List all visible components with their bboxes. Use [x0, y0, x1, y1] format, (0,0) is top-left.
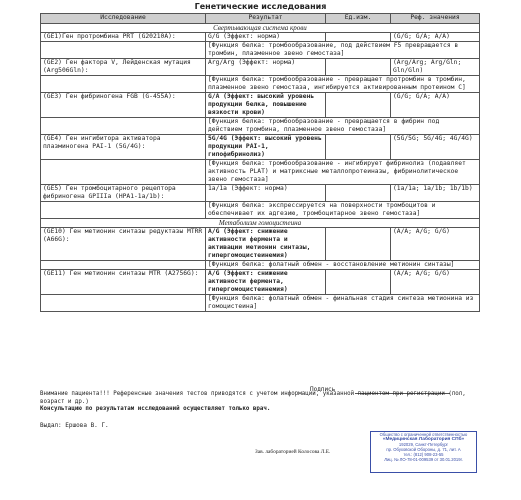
table-row [41, 228, 480, 261]
function-row [41, 76, 480, 93]
signature-label: Подпись [310, 386, 336, 393]
protein-function: [Функция белка: тромбообразование - превращается в фибрин под действием тромбина, плазменное звено гемостаза] [206, 118, 480, 135]
protein-function: [Функция белка: фолатный обмен - финальная стадия синтеза метионина из гомоцистеина] [206, 295, 480, 312]
function-row [41, 118, 480, 135]
test-ref: (G/G; G/A; A/A) [391, 93, 480, 118]
table-header [41, 14, 480, 24]
test-name: (GE3) Ген фибриногена FGB (G-455A): [41, 93, 206, 118]
protein-function: [Функция белка: тромбообразование - ингибирует фибринолиз (подавляет активность PLAT) и матриксные металлопротеиназы, фибринолитическое звено гемостаза] [206, 160, 480, 185]
protein-function: [Функция белка: экспрессируется на поверхности тромбоцитов и обеспечивает их адгезию, тромбоцитарное звено гемостаза] [206, 202, 480, 219]
protein-function: [Функция белка: тромбообразование - превращает протромбин в тромбин, плазменное звено гемостаза, ингибируется активированным протеином C] [206, 76, 480, 93]
stamp-line: тел.: (812) 908-23-55 [403, 452, 444, 457]
table-row [41, 185, 480, 202]
test-name: (GE11) Ген метионин синтазы MTR (A2756G): [41, 270, 206, 295]
results-table [40, 13, 480, 312]
test-unit [326, 270, 391, 295]
test-name: (GE10) Ген метионин синтазы редуктазы MTRR (A66G): [41, 228, 206, 261]
test-ref: (5G/5G; 5G/4G; 4G/4G) [391, 135, 480, 160]
section-row [41, 219, 480, 228]
stamp-line: пр. Обуховской Обороны, д. 71, лит. А [386, 447, 461, 452]
test-ref: (A/A; A/G; G/G) [391, 270, 480, 295]
issued-by: Выдал: Ершова В. Г. [40, 422, 109, 429]
test-unit [326, 93, 391, 118]
test-result: A/G (Эффект: снижение активности фермента, гипергомоцистеинемия) [206, 270, 326, 295]
col-ref: Реф. значения [391, 14, 480, 24]
test-unit [326, 135, 391, 160]
col-test: Исследование [41, 14, 206, 24]
section-title: Метаболизм гомоцистеина [41, 219, 480, 228]
report-title: Генетические исследования [194, 2, 327, 11]
test-ref: (Arg/Arg; Arg/Gln; Gln/Gln) [391, 59, 480, 76]
test-result: G/G (Эффект: норма) [206, 33, 326, 42]
section-title: Свертывающая система крови [41, 24, 480, 33]
test-unit [326, 59, 391, 76]
table-row [41, 93, 480, 118]
stamp-line: «Медицинская Лаборатория СПб» [382, 437, 465, 442]
protein-function: [Функция белка: тромбообразование, под действием F5 превращается в тромбин, плазменное звено гемостаза] [206, 42, 480, 59]
note-reference-values: Внимание пациента!!! Референсные значения тестов приводятся с учетом информации, указанной пациентом при регистрации (пол, возраст и др.) [40, 391, 466, 405]
test-name: (GE4) Ген ингибитора активатора плазминогена PAI-1 (5G/4G): [41, 135, 206, 160]
test-ref: (A/A; A/G; G/G) [391, 228, 480, 261]
table-row [41, 270, 480, 295]
note-consultation: Консультацию по результатам исследований осуществляет только врач. [40, 406, 271, 412]
test-result: G/A (Эффект: высокий уровень продукции белка, повышение вязкости крови) [206, 93, 326, 118]
col-result: Результат [206, 14, 326, 24]
stamp-line: Общество с ограниченной ответственностью [379, 432, 468, 437]
test-result: 1a/1a (Эффект: норма) [206, 185, 326, 202]
test-result: Arg/Arg (Эффект: норма) [206, 59, 326, 76]
patient-note [40, 391, 480, 414]
test-ref: (G/G; G/A; A/A) [391, 33, 480, 42]
test-unit [326, 228, 391, 261]
test-unit [326, 185, 391, 202]
stamp-line: 192029, Санкт-Петербург [398, 442, 449, 447]
table-row [41, 135, 480, 160]
test-result: 5G/4G (Эффект: высокий уровень продукции PAI-1, гипофибринолиз) [206, 135, 326, 160]
stamp-line: Лиц. № ЛО-78-01-009539 от 30.01.2019г. [384, 457, 463, 462]
section-row [41, 24, 480, 33]
lab-stamp [370, 431, 477, 473]
function-row [41, 261, 480, 270]
function-row [41, 42, 480, 59]
function-row [41, 160, 480, 185]
table-row [41, 59, 480, 76]
test-ref: (1a/1a; 1a/1b; 1b/1b) [391, 185, 480, 202]
test-name: (GE1)Ген протромбина PRT (G20210A): [41, 33, 206, 42]
test-unit [326, 33, 391, 42]
protein-function: [Функция белка: фолатный обмен - восстановление метионин синтазы] [206, 261, 480, 270]
test-name: (GE5) Ген тромбоцитарного рецептора фибриногена GPIIIa (HPA1-1a/1b): [41, 185, 206, 202]
col-unit: Ед.изм. [326, 14, 391, 24]
table-row [41, 33, 480, 42]
function-row [41, 295, 480, 312]
test-name: (GE2) Ген фактора V, Лейденская мутация (Arg506Gln): [41, 59, 206, 76]
test-result: A/G (Эффект: снижение активности фермента и активации метионин синтазы, гипергомоцистеинемия) [206, 228, 326, 261]
lab-head: Зав. лабораторией Колосова Л.Е. [255, 449, 331, 455]
function-row [41, 202, 480, 219]
